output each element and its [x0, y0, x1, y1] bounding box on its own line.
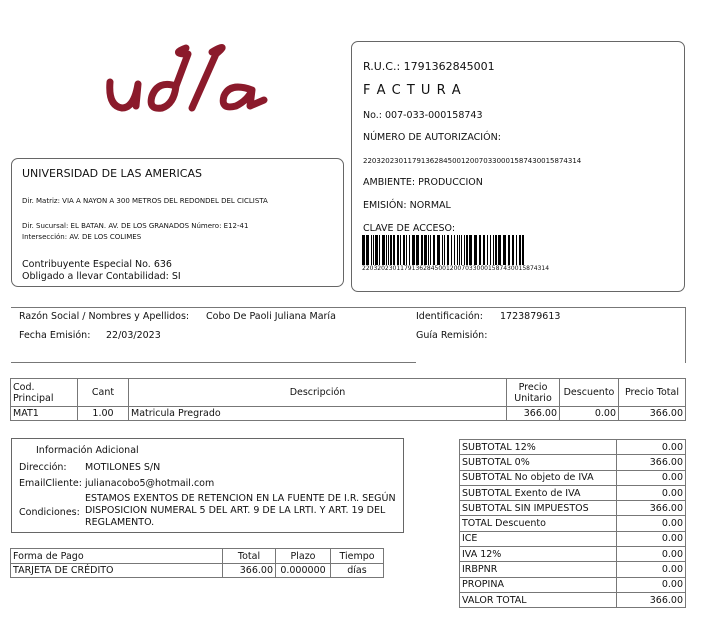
email-value: julianacobo5@hotmail.com	[85, 478, 215, 489]
clave-label: CLAVE DE ACCESO:	[363, 223, 456, 234]
totals-row	[460, 440, 686, 455]
ambiente: AMBIENTE: PRODUCCION	[363, 177, 483, 188]
additional-info-title: Información Adicional	[36, 445, 139, 456]
issuer-contribuyente: Contribuyente Especial No. 636	[22, 259, 172, 270]
direccion-label: Dirección:	[19, 462, 67, 473]
barcode-bar	[487, 235, 488, 265]
totals-value: 366.00	[617, 592, 686, 607]
issuer-dir-sucursal: Dir. Sucursal: EL BATAN. AV. DE LOS GRANADOS Número: E12-41	[22, 222, 249, 230]
totals-row	[460, 531, 686, 546]
ruc: R.U.C.: 1791362845001	[363, 60, 495, 73]
totals-row	[460, 577, 686, 592]
totals-row	[460, 592, 686, 607]
email-label: EmailCliente:	[19, 478, 82, 489]
barcode-bar	[406, 235, 407, 265]
barcode-bar	[519, 235, 521, 265]
invoice-title: F A C T U R A	[363, 83, 462, 98]
totals-label: VALOR TOTAL	[460, 592, 617, 607]
barcode-bar	[388, 235, 389, 265]
col-precio-total: Precio Total	[619, 379, 686, 407]
totals-value: 0.00	[617, 547, 686, 562]
item-description: Matricula Pregrado	[129, 407, 507, 421]
barcode-bar	[400, 235, 401, 265]
barcode-bar	[379, 235, 380, 265]
totals-row	[460, 516, 686, 531]
payment-table	[10, 548, 384, 578]
udla-logo	[100, 40, 270, 120]
barcode-bar	[483, 235, 485, 265]
client-box-divider	[11, 362, 416, 363]
barcode-bar	[428, 235, 429, 265]
condiciones-value: ESTAMOS EXENTOS DE RETENCION EN LA FUENTE DE I.R. SEGÚN DISPOSICION NUMERAL 5 DEL ART. 9 DE LA LRTI. Y ART. 19 DEL REGLAMENTO.	[85, 493, 396, 528]
clave-number: 2203202301179136284500120070330001587430015874314	[362, 265, 550, 272]
barcode-bar	[409, 235, 410, 265]
barcode-bar	[503, 235, 506, 265]
barcode-bar	[512, 235, 514, 265]
barcode-bar	[444, 235, 445, 265]
barcode-bar	[490, 235, 491, 265]
col-precio-unitario: Precio Unitario	[507, 379, 560, 407]
barcode-bar	[461, 235, 462, 265]
barcode-bar	[397, 235, 399, 265]
item-total: 366.00	[619, 407, 686, 421]
col-cod-principal: Cod. Principal	[11, 379, 78, 407]
invoice-number: No.: 007-033-000158743	[363, 110, 483, 121]
barcode-bar	[375, 235, 378, 265]
barcode-bar	[498, 235, 501, 265]
table-row	[11, 564, 384, 578]
totals-label: SUBTOTAL Exento de IVA	[460, 485, 617, 500]
barcode-bar	[362, 235, 365, 265]
totals-row	[460, 547, 686, 562]
barcode-bar	[424, 235, 427, 265]
totals-label: PROPINA	[460, 577, 617, 592]
col-forma-pago: Forma de Pago	[11, 549, 223, 564]
authorization-label: NÚMERO DE AUTORIZACIÓN:	[363, 132, 501, 143]
barcode-bar	[430, 235, 431, 265]
barcode-bar	[412, 235, 415, 265]
barcode-bar	[437, 235, 440, 265]
issuer-interseccion: Intersección: AV. DE LOS COLIMES	[22, 233, 142, 241]
barcode-bar	[474, 235, 477, 265]
barcode-bar	[386, 235, 387, 265]
barcode-bar	[457, 235, 458, 265]
totals-label: SUBTOTAL SIN IMPUESTOS	[460, 501, 617, 516]
issuer-dir-matriz: Dir. Matriz: VIA A NAYON A 300 METROS DEL REDONDEL DEL CICLISTA	[22, 197, 268, 205]
barcode-bar	[433, 235, 435, 265]
barcode-bar	[447, 235, 449, 265]
totals-value: 0.00	[617, 440, 686, 455]
identificacion-label: Identificación:	[416, 311, 483, 322]
item-code: MAT1	[11, 407, 78, 421]
barcode-bar	[495, 235, 497, 265]
barcode-bar	[466, 235, 468, 265]
barcode-bar	[403, 235, 405, 265]
barcode-bar	[382, 235, 385, 265]
items-table	[10, 378, 686, 421]
payment-plazo: 0.000000	[276, 564, 331, 578]
item-unit-price: 366.00	[507, 407, 560, 421]
barcode-bar	[508, 235, 510, 265]
totals-label: ICE	[460, 531, 617, 546]
totals-value: 0.00	[617, 516, 686, 531]
totals-label: SUBTOTAL No objeto de IVA	[460, 470, 617, 485]
barcode-bar	[373, 235, 374, 265]
item-quantity: 1.00	[78, 407, 129, 421]
barcode-bar	[442, 235, 443, 265]
payment-header-row	[11, 549, 384, 564]
totals-row	[460, 485, 686, 500]
direccion-value: MOTILONES S/N	[85, 462, 161, 473]
razon-social-value: Cobo De Paoli Juliana María	[206, 311, 336, 322]
barcode-bar	[371, 235, 372, 265]
totals-value: 0.00	[617, 531, 686, 546]
totals-label: SUBTOTAL 12%	[460, 440, 617, 455]
issuer-name: UNIVERSIDAD DE LAS AMERICAS	[22, 167, 202, 180]
totals-row	[460, 470, 686, 485]
emision: EMISIÓN: NORMAL	[363, 200, 451, 211]
items-header-row	[11, 379, 686, 407]
fecha-emision-label: Fecha Emisión:	[19, 330, 91, 341]
barcode-bar	[416, 235, 419, 265]
totals-row	[460, 562, 686, 577]
totals-value: 0.00	[617, 485, 686, 500]
barcode-bar	[421, 235, 423, 265]
barcode-bar	[522, 235, 524, 265]
totals-value: 0.00	[617, 562, 686, 577]
authorization-number: 2203202301179136284500120070330001587430015874314	[363, 157, 582, 165]
issuer-box	[11, 158, 344, 287]
barcode-bar	[366, 235, 369, 265]
totals-label: IRBPNR	[460, 562, 617, 577]
fecha-emision-value: 22/03/2023	[106, 330, 161, 341]
table-row	[11, 407, 686, 421]
totals-label: SUBTOTAL 0%	[460, 455, 617, 470]
col-total: Total	[223, 549, 276, 564]
access-key-barcode	[362, 235, 568, 265]
razon-social-label: Razón Social / Nombres y Apellidos:	[19, 311, 190, 322]
col-descuento: Descuento	[560, 379, 619, 407]
barcode-bar	[479, 235, 481, 265]
payment-method: TARJETA DE CRÉDITO	[11, 564, 223, 578]
issuer-contabilidad: Obligado a llevar Contabilidad: SI	[22, 271, 181, 282]
barcode-bar	[459, 235, 460, 265]
identificacion-value: 1723879613	[500, 311, 561, 322]
condiciones-label: Condiciones:	[19, 507, 80, 518]
totals-value: 0.00	[617, 577, 686, 592]
totals-row	[460, 455, 686, 470]
totals-value: 366.00	[617, 501, 686, 516]
totals-label: TOTAL Descuento	[460, 516, 617, 531]
payment-tiempo: días	[331, 564, 384, 578]
totals-row	[460, 501, 686, 516]
barcode-bar	[516, 235, 517, 265]
guia-remision-label: Guía Remisión:	[416, 330, 488, 341]
totals-label: IVA 12%	[460, 547, 617, 562]
payment-total: 366.00	[223, 564, 276, 578]
totals-value: 0.00	[617, 470, 686, 485]
barcode-bar	[393, 235, 395, 265]
barcode-bar	[390, 235, 392, 265]
col-cant: Cant	[78, 379, 129, 407]
barcode-bar	[464, 235, 465, 265]
totals-value: 366.00	[617, 455, 686, 470]
col-descripcion: Descripción	[129, 379, 507, 407]
item-discount: 0.00	[560, 407, 619, 421]
barcode-bar	[454, 235, 455, 265]
col-tiempo: Tiempo	[331, 549, 384, 564]
barcode-bar	[493, 235, 494, 265]
barcode-bar	[451, 235, 452, 265]
barcode-bar	[469, 235, 472, 265]
totals-table	[459, 439, 686, 608]
col-plazo: Plazo	[276, 549, 331, 564]
